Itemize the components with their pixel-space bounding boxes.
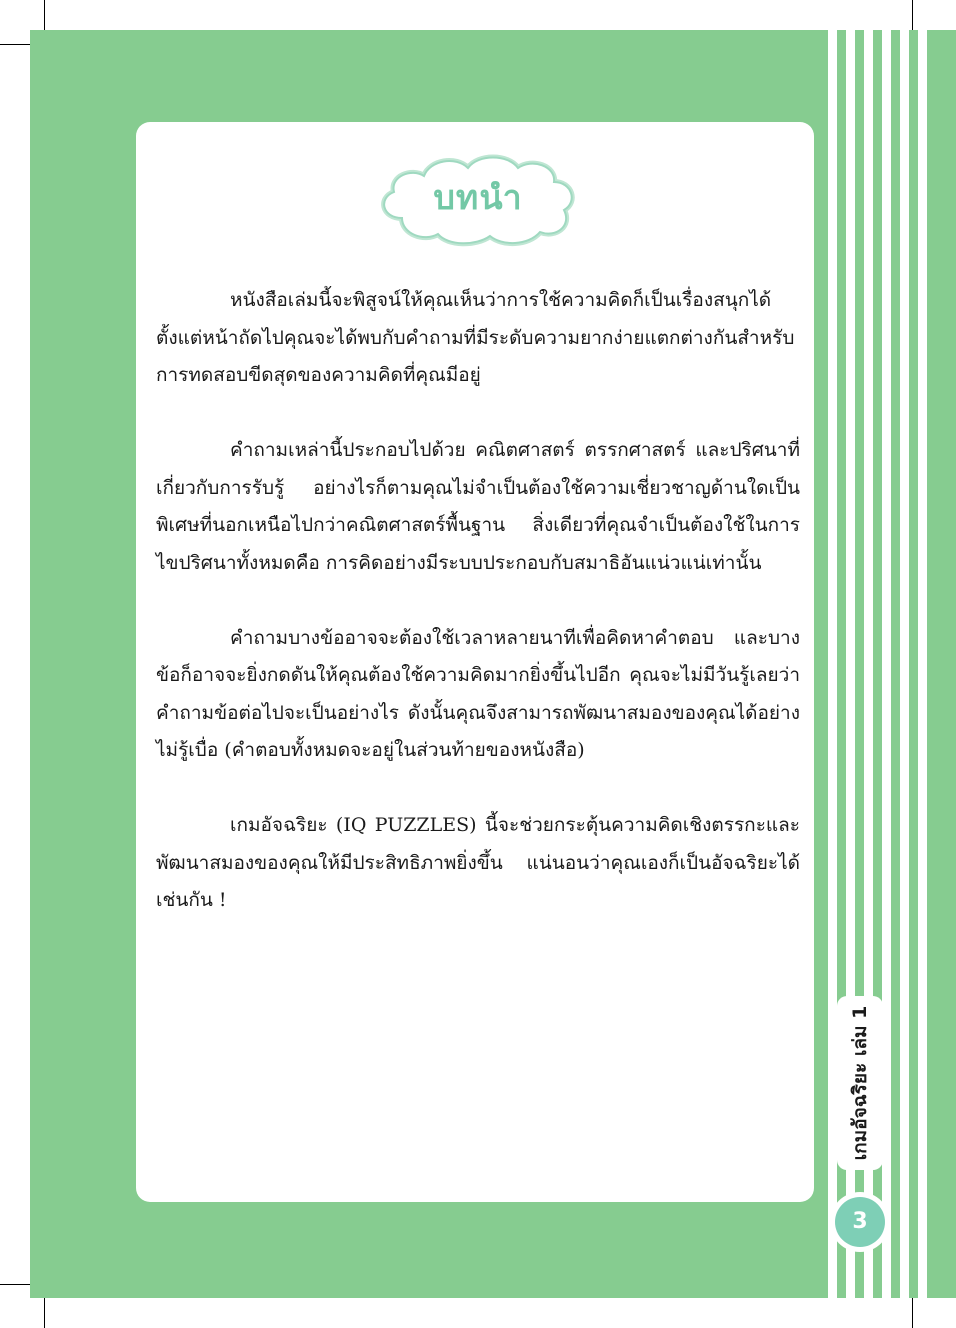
crop-mark xyxy=(0,1284,32,1285)
decorative-stripe xyxy=(918,30,927,1298)
paragraph: หนังสือเล่มนี้จะพิสูจน์ให้คุณเห็นว่าการใช้ความคิดก็เป็นเรื่องสนุกได้ ตั้งแต่หน้าถัดไปคุณจะได้พบกับคำถามที่มีระดับความยากง่ายแตกต่างกันสำหรับการทดสอบขีดสุดของความคิดที่คุณมีอยู่ xyxy=(156,289,795,386)
decorative-stripe xyxy=(828,30,837,1298)
crop-mark xyxy=(912,0,913,32)
crop-mark xyxy=(44,0,45,32)
decorative-stripe xyxy=(882,30,891,1298)
page-title: บทนำ xyxy=(433,178,523,218)
crop-mark xyxy=(0,44,32,45)
intro-text xyxy=(156,282,800,957)
crop-mark xyxy=(912,1296,913,1328)
paragraph: คำถามเหล่านี้ประกอบไปด้วย คณิตศาสตร์ ตรรกศาสตร์ และปริศนาที่เกี่ยวกับการรับรู้ อย่างไรก็ตามคุณไม่จำเป็นต้องใช้ความเชี่ยวชาญด้านใดเป็นพิเศษที่นอกเหนือไปกว่าคณิตศาสตร์พื้นฐาน สิ่งเดียวที่คุณจำเป็นต้องใช้ในการไขปริศนาทั้งหมดคือ การคิดอย่างมีระบบประกอบกับสมาธิอันแน่วแน่เท่านั้น xyxy=(156,439,800,574)
decorative-stripe xyxy=(900,30,909,1298)
paragraph: เกมอัจฉริยะ (IQ PUZZLES) นี้จะช่วยกระตุ้นความคิดเชิงตรรกะและพัฒนาสมองของคุณให้มีประสิทธิภาพยิ่งขึ้น แน่นอนว่าคุณเองก็เป็นอัจฉริยะได้เช่นกัน ! xyxy=(156,814,800,911)
crop-mark xyxy=(44,1296,45,1328)
page-number: 3 xyxy=(835,1197,885,1247)
paragraph: คำถามบางข้ออาจจะต้องใช้เวลาหลายนาทีเพื่อคิดหาคำตอบ และบางข้อก็อาจจะยิ่งกดดันให้คุณต้องใช้ความคิดมากยิ่งขึ้นไปอีก คุณจะไม่มีวันรู้เลยว่าคำถามข้อต่อไปจะเป็นอย่างไร ดังนั้นคุณจึงสามารถพัฒนาสมองของคุณได้อย่างไม่รู้เบื่อ (คำตอบทั้งหมดจะอยู่ในส่วนท้ายของหนังสือ) xyxy=(156,626,800,761)
book-series-label: เกมอัจฉริยะ เล่ม 1 xyxy=(849,1005,871,1161)
